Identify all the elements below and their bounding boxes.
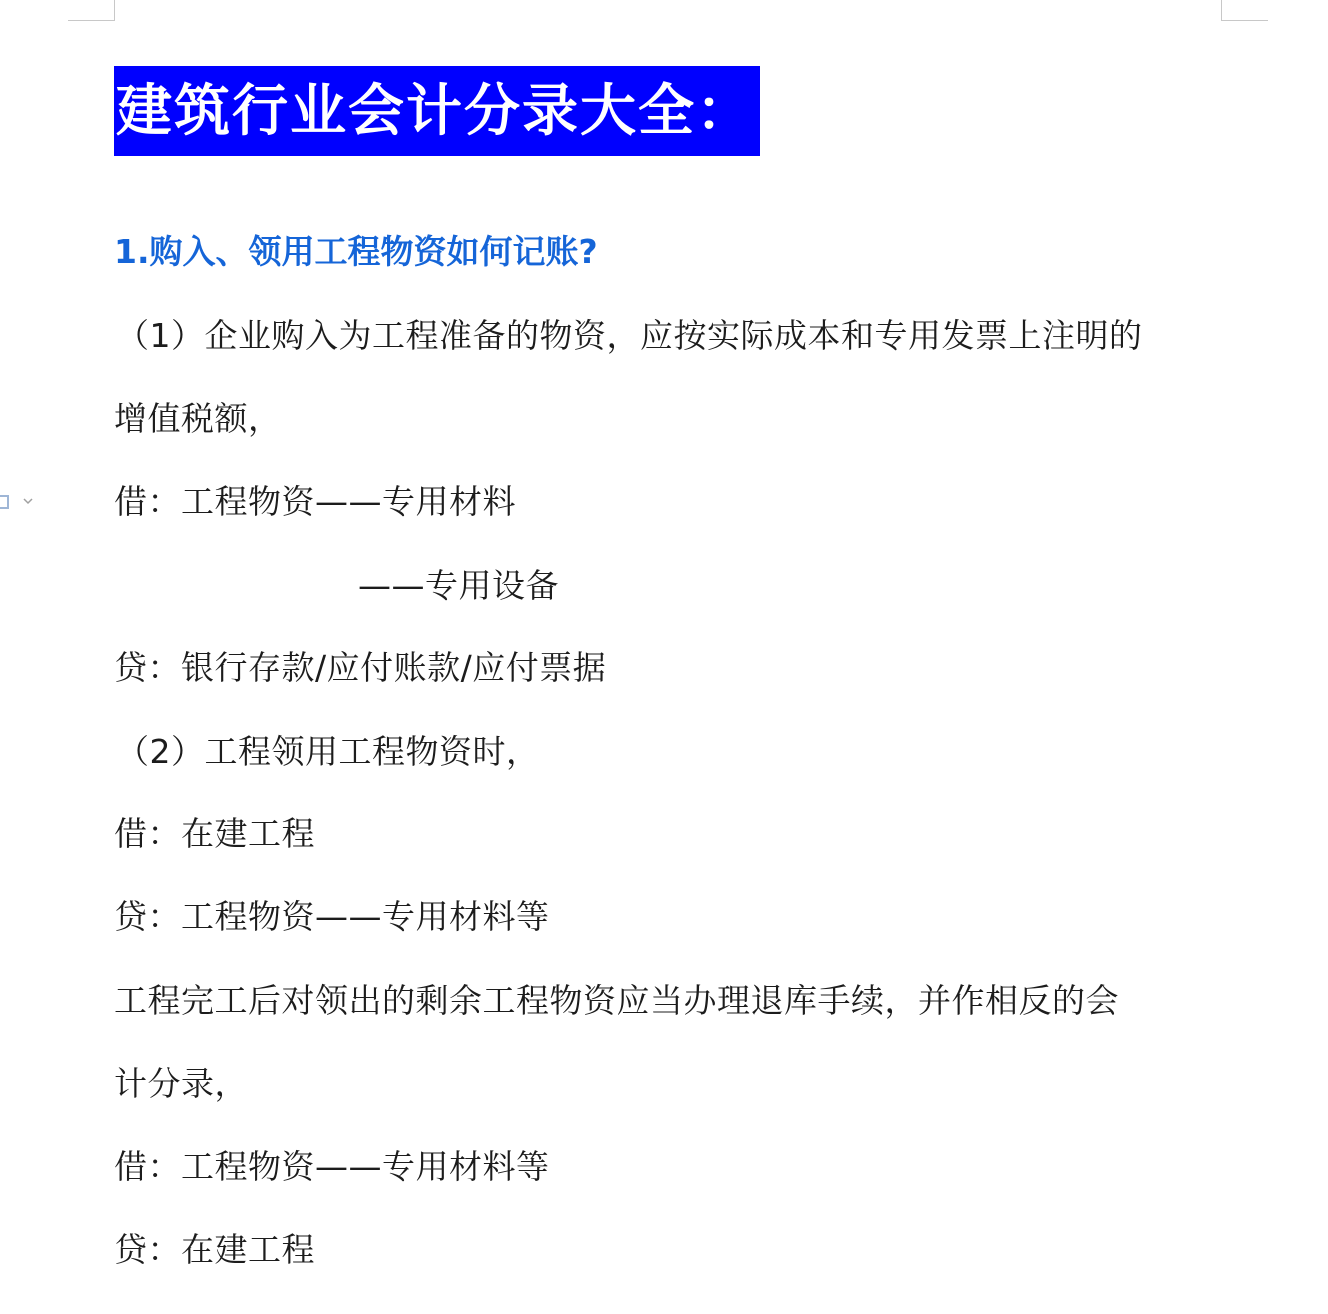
page-title: 建筑行业会计分录大全： <box>116 79 754 144</box>
body-line: 借：在建工程 <box>114 814 315 853</box>
body-line: 计分录， <box>114 1064 248 1103</box>
body-line: （1）企业购入为工程准备的物资，应按实际成本和专用发票上注明的 <box>116 316 1143 355</box>
paragraph-marker-icon[interactable] <box>0 490 40 512</box>
body-line: 贷：银行存款/应付账款/应付票据 <box>114 648 607 687</box>
body-line: 贷：工程物资——专用材料等 <box>114 897 550 936</box>
section-heading: 1.购入、领用工程物资如何记账? <box>114 232 598 271</box>
body-line: 增值税额， <box>114 399 282 438</box>
body-line: 借：工程物资——专用材料 <box>114 482 516 521</box>
body-line: 工程完工后对领出的剩余工程物资应当办理退库手续，并作相反的会 <box>114 981 1119 1020</box>
body-line: 贷：在建工程 <box>114 1230 315 1269</box>
body-line: ——专用设备 <box>358 566 559 605</box>
body-line: 借：工程物资——专用材料等 <box>114 1147 550 1186</box>
page-corner-mark-top-left <box>68 0 115 21</box>
body-line: （2）工程领用工程物资时， <box>116 732 540 771</box>
page-corner-mark-top-right <box>1221 0 1268 21</box>
